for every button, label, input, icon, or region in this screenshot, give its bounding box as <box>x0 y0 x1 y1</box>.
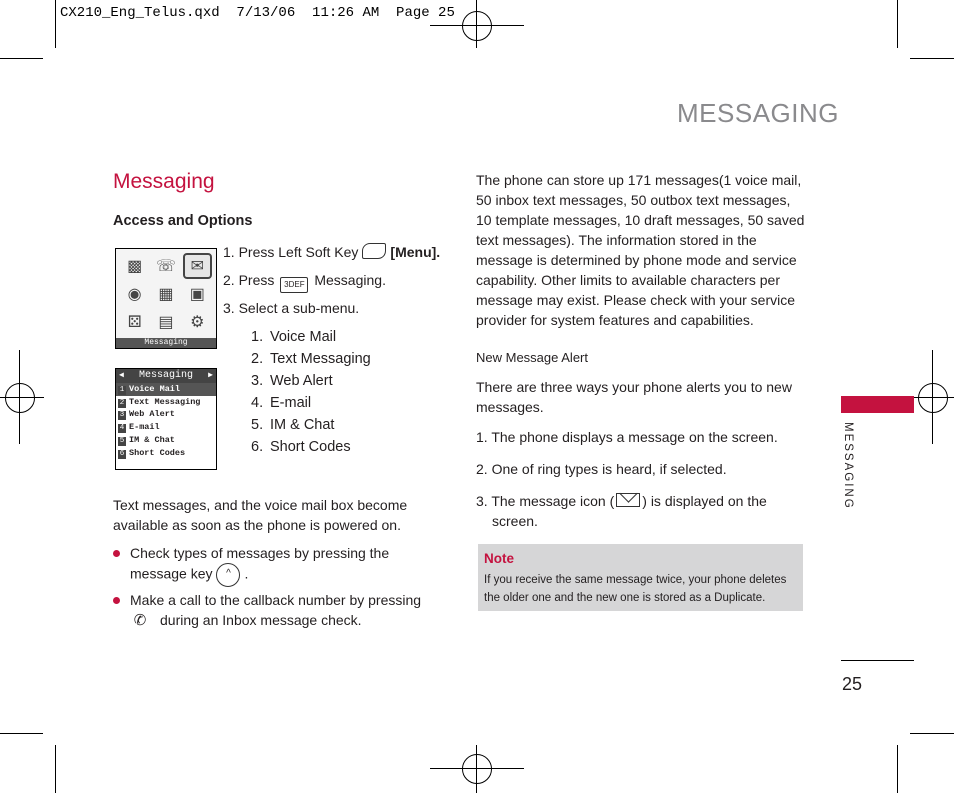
screen-list-item: 1 Voice Mail <box>116 383 216 396</box>
submenu-item: 4. E-mail <box>251 395 312 411</box>
registration-circle <box>5 383 35 413</box>
submenu-list <box>251 326 371 458</box>
screen-titlebar <box>116 369 216 383</box>
screen-list-item: 6 Short Codes <box>119 447 186 458</box>
submenu-item: 3. Web Alert <box>251 373 333 389</box>
crop-mark <box>910 58 954 59</box>
registration-circle <box>918 383 948 413</box>
games-icon: ⚄ <box>127 314 142 331</box>
submenu-item: 6. Short Codes <box>251 439 351 455</box>
screen-list-item: 3 Web Alert <box>119 409 175 420</box>
bullet-dot <box>113 550 120 557</box>
crop-mark <box>55 0 56 48</box>
intro-paragraph: Text messages, and the voice mail box become available as soon as the phone is powered on. <box>113 497 408 533</box>
gear-icon: ⚙ <box>190 314 205 331</box>
submenu-item: 1. Voice Mail <box>251 329 337 345</box>
crop-mark <box>0 58 43 59</box>
phone-messaging-list-screenshot <box>115 368 217 470</box>
alert-item-3: 3. The message icon ( ) is displayed on the screen. <box>476 493 767 529</box>
phone-menu-screenshot <box>115 248 217 349</box>
access-steps <box>223 238 440 322</box>
envelope-icon <box>616 493 640 507</box>
section-title: MESSAGING <box>677 98 839 128</box>
section-tab-marker <box>841 396 914 413</box>
screen-list-item: 2 Text Messaging <box>119 396 201 407</box>
screen-list-item: 4 E-mail <box>119 422 160 433</box>
bullet-dot <box>113 597 120 604</box>
step-3: 3. Select a sub-menu. <box>223 300 360 316</box>
key-3-icon: 3DEF <box>280 277 308 293</box>
step-1: 1. Press Left Soft Key [Menu]. <box>223 244 441 260</box>
crop-mark <box>0 733 43 734</box>
file-slug: CX210_Eng_Telus.qxd 7/13/06 11:26 AM Page 25 <box>60 5 455 21</box>
crop-mark <box>55 745 56 793</box>
contacts-icon: ▩ <box>127 258 143 275</box>
bullet-callback: Make a call to the callback number by pressing ✆ during an Inbox message check. <box>113 590 443 631</box>
web-icon: ◉ <box>127 286 142 303</box>
media-icon: ▦ <box>158 286 174 303</box>
crop-mark <box>897 745 898 793</box>
note-title: Note <box>484 551 514 566</box>
side-section-label: MESSAGING <box>842 422 854 510</box>
screen-title: Messaging <box>138 370 193 381</box>
alert-intro: There are three ways your phone alerts you to new messages. <box>476 379 792 415</box>
submenu-item: 5. IM & Chat <box>251 417 335 433</box>
message-key-icon: ^ <box>216 563 240 587</box>
subheading-access-options: Access and Options <box>113 213 253 229</box>
tools-icon: ▤ <box>158 314 174 331</box>
crop-mark <box>897 0 898 48</box>
screen-bar-label: Messaging <box>116 338 216 348</box>
left-soft-key-icon <box>362 243 386 259</box>
left-arrow-icon: ◀ <box>119 371 124 380</box>
screen-list-item: 5 IM & Chat <box>119 434 175 445</box>
alert-item-2: 2. One of ring types is heard, if selected. <box>476 461 727 477</box>
alert-item-1: 1. The phone displays a message on the screen. <box>476 429 778 445</box>
alert-heading: New Message Alert <box>476 350 588 365</box>
registration-circle <box>462 11 492 41</box>
envelope-icon: ✉ <box>183 253 212 279</box>
bullet-message-key: Check types of messages by pressing the message key ^ . <box>113 543 443 587</box>
send-key-icon: ✆ <box>133 612 147 630</box>
submenu-item: 2. Text Messaging <box>251 351 371 367</box>
note-box <box>478 544 803 611</box>
right-arrow-icon: ▶ <box>208 371 213 380</box>
page-number-rule <box>841 660 914 661</box>
calls-icon: ☏ <box>155 258 176 275</box>
note-text: If you receive the same message twice, your phone deletes the older one and the new one is stored as a Duplicate. <box>484 574 787 604</box>
crop-mark <box>910 733 954 734</box>
storage-paragraph: The phone can store up 171 messages(1 voice mail, 50 inbox text messages, 50 outbox text messages, 10 template messages, 10 draft messages, 50 saved text messages). The information stored in the message is determined by phone mode and service capability. Other limits to available characters per message may exist. Please check with your service provider for system features and capabilities. <box>476 172 805 328</box>
page-number: 25 <box>842 674 863 694</box>
page-heading: Messaging <box>113 170 215 193</box>
cart-icon: ▣ <box>189 286 205 303</box>
step-2: 2. Press 3DEF Messaging. <box>223 266 440 294</box>
registration-circle <box>462 754 492 784</box>
